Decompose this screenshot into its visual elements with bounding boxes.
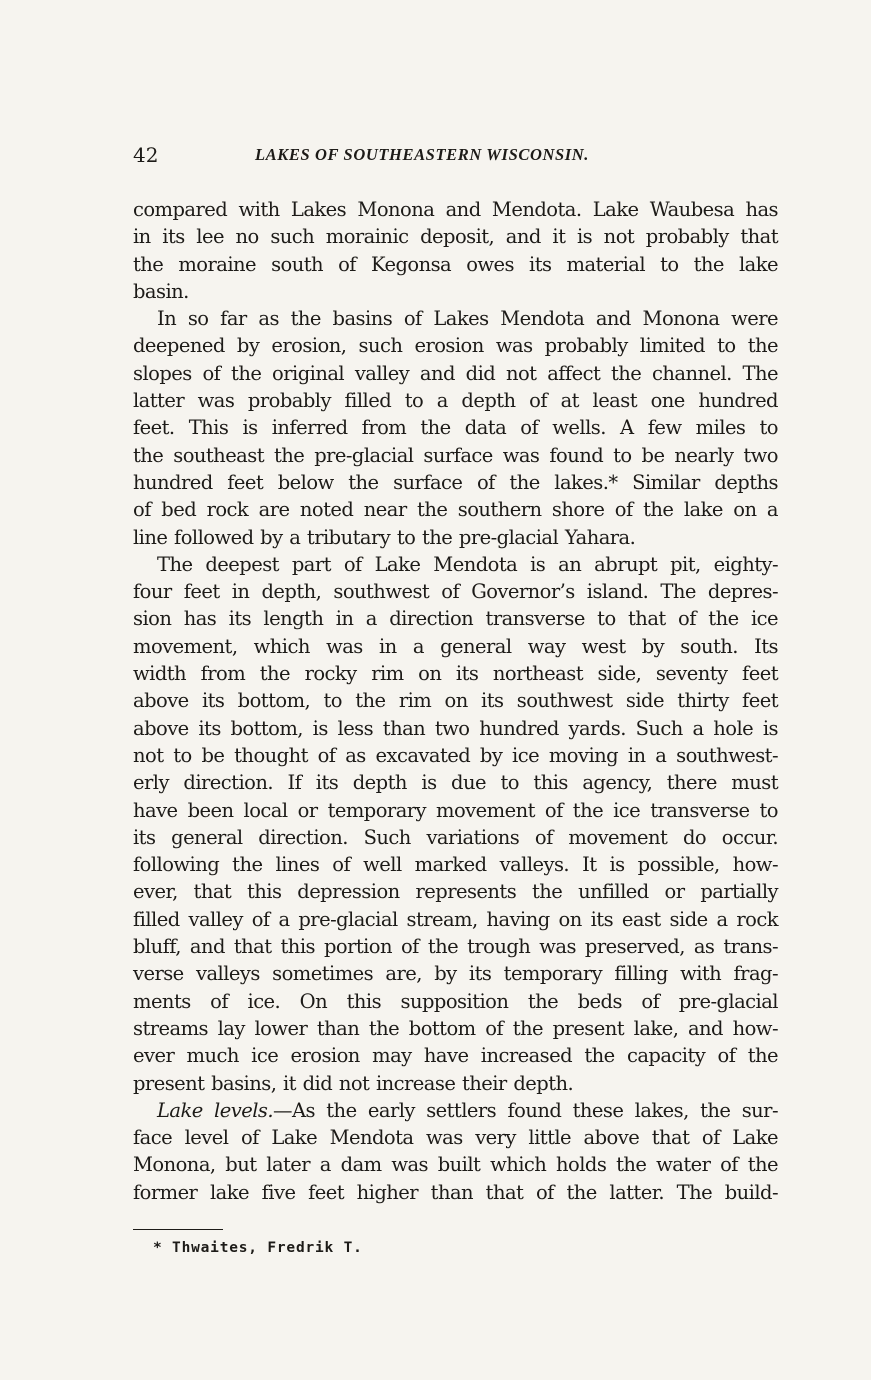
text-line: above its bottom, to the rim on its southwest side thirty feet: [133, 689, 778, 713]
text-line: in its lee no such morainic deposit, and it is not probably that: [133, 225, 778, 249]
text-line: ever much ice erosion may have increased the capacity of the: [133, 1044, 778, 1068]
text-line: filled valley of a pre-glacial stream, having on its east side a rock: [133, 907, 778, 931]
text-line: latter was probably filled to a depth of at least one hundred: [133, 389, 778, 413]
text-line: following the lines of well marked valleys. It is possible, how-: [133, 853, 778, 877]
text-line: not to be thought of as excavated by ice moving in a southwest-: [133, 743, 778, 767]
text-line: basin.: [133, 279, 189, 303]
text-line: face level of Lake Mendota was very little above that of Lake: [133, 1126, 778, 1150]
text-line: four feet in depth, southwest of Governor’s island. The depres-: [133, 580, 778, 604]
text-line: feet. This is inferred from the data of wells. A few miles to: [133, 416, 778, 440]
paragraph-4: [133, 1097, 778, 1206]
text-line: hundred feet below the surface of the lakes.* Similar depths: [133, 470, 778, 494]
paragraph-2: [133, 305, 778, 551]
text-line: streams lay lower than the bottom of the present lake, and how-: [133, 1016, 778, 1040]
page-header: [133, 143, 778, 173]
text-line: line followed by a tributary to the pre-glacial Yahara.: [133, 525, 636, 549]
footnote: * Thwaites, Fredrik T.: [153, 1240, 363, 1256]
text-line: width from the rocky rim on its northeast side, seventy feet: [133, 662, 778, 686]
text-line: sion has its length in a direction transverse to that of the ice: [133, 607, 778, 631]
text-line: ever, that this depression represents the unfilled or partially: [133, 880, 778, 904]
text-line: In so far as the basins of Lakes Mendota and Monona were: [157, 307, 778, 331]
text-line: former lake five feet higher than that of the latter. The build-: [133, 1180, 778, 1204]
text-line: movement, which was in a general way west by south. Its: [133, 634, 778, 658]
text-line: slopes of the original valley and did not affect the channel. The: [133, 361, 778, 385]
body-text: [133, 196, 778, 1206]
running-head: LAKES OF SOUTHEASTERN WISCONSIN.: [255, 145, 590, 164]
text-line: the moraine south of Kegonsa owes its material to the lake: [133, 252, 778, 276]
text-line: verse valleys sometimes are, by its temporary filling with frag-: [133, 962, 778, 986]
page-number: 42: [133, 143, 159, 167]
text-line: deepened by erosion, such erosion was probably limited to the: [133, 334, 778, 358]
text-line: compared with Lakes Monona and Mendota. Lake Waubesa has: [133, 198, 778, 221]
text-line: erly direction. If its depth is due to this agency, there must: [133, 771, 778, 795]
text-line: above its bottom, is less than two hundred yards. Such a hole is: [133, 716, 778, 740]
text-fragment: —As the early settlers found these lakes, the sur-: [273, 1098, 778, 1122]
text-line: the southeast the pre-glacial surface was found to be nearly two: [133, 443, 778, 467]
section-heading-lake-levels: Lake levels.: [157, 1098, 273, 1122]
text-line: present basins, it did not increase their depth.: [133, 1071, 574, 1095]
text-line: Monona, but later a dam was built which holds the water of the: [133, 1153, 778, 1177]
text-line: The deepest part of Lake Mendota is an abrupt pit, eighty-: [157, 552, 778, 576]
text-line: bluff, and that this portion of the trough was preserved, as trans-: [133, 935, 778, 959]
text-line: have been local or temporary movement of the ice transverse to: [133, 798, 778, 822]
text-line: [133, 1097, 778, 1124]
footnote-divider: [133, 1229, 223, 1230]
paragraph-3: [133, 551, 778, 1097]
text-line: ments of ice. On this supposition the beds of pre-glacial: [133, 989, 778, 1013]
text-line: its general direction. Such variations of movement do occur.: [133, 825, 778, 849]
paragraph-1: [133, 196, 778, 305]
text-line: of bed rock are noted near the southern shore of the lake on a: [133, 498, 778, 522]
